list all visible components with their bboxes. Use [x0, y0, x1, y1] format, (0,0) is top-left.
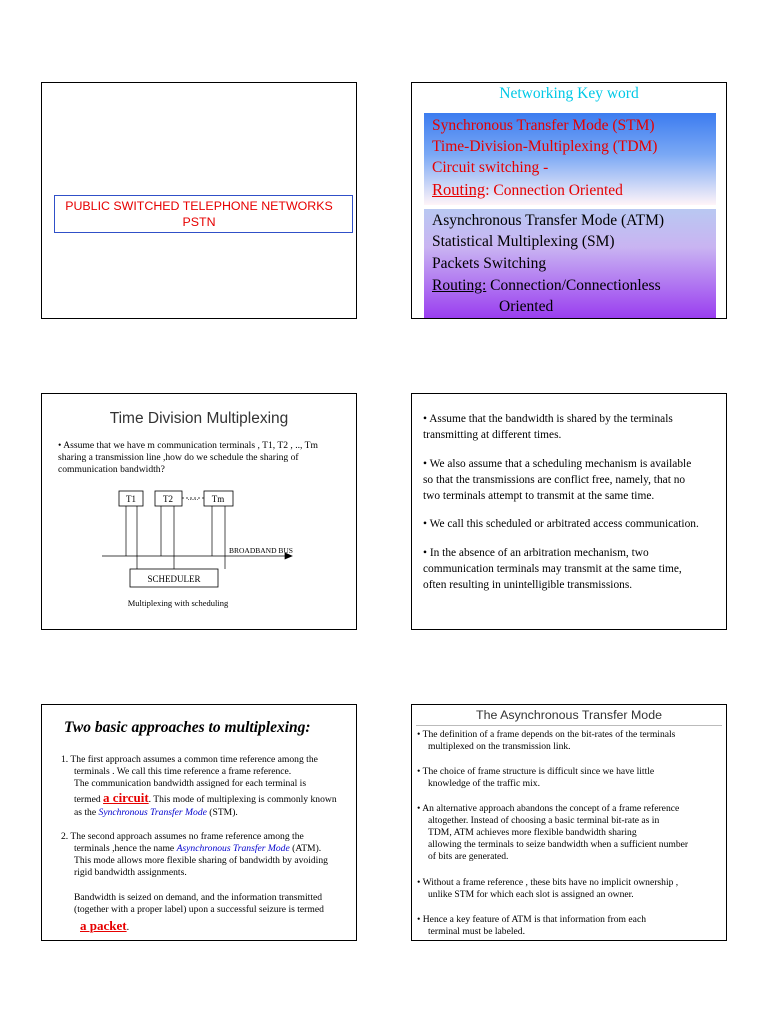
s5-p3-end: .	[126, 922, 130, 933]
s5-stm-abbr: (STM).	[206, 807, 238, 818]
s6-p2-line2: knowledge of the traffic mix.	[428, 778, 540, 789]
atm-slide-title: The Asynchronous Transfer Mode	[476, 708, 662, 722]
s5-termed: termed	[74, 794, 104, 805]
tdm-text-line-3: communication bandwidth?	[58, 464, 165, 475]
s6-p5-line2: terminal must be labeled.	[428, 926, 525, 937]
atm-routing-value-2: Oriented	[499, 298, 554, 315]
tdm-diagram	[42, 394, 357, 630]
s4-p2-line1: • We also assume that a scheduling mechanism is available	[423, 458, 692, 470]
s4-p1-line2: transmitting at different times.	[423, 429, 562, 441]
terminal-dots: ......	[187, 494, 199, 502]
s6-p3-line5: of bits are generated.	[428, 851, 509, 862]
atm-line-2: Statistical Multiplexing (SM)	[432, 233, 615, 250]
slide-1	[41, 82, 357, 319]
s5-p1-line5	[74, 807, 238, 819]
slide-4	[411, 393, 727, 630]
s6-p4-line2: unlike STM for which each slot is assigned an owner.	[428, 889, 634, 900]
tdm-text-line-1: • Assume that we have m communication terminals , T1, T2 , .., Tm	[58, 440, 318, 451]
s4-p4-line3: often resulting in unintelligible transmissions.	[423, 579, 633, 591]
slide-5	[41, 704, 357, 941]
slide-2	[411, 82, 727, 319]
s5-p2-line3: This mode allows more flexible sharing of bandwidth by avoiding	[74, 855, 328, 866]
s4-p2-line2: so that the transmissions are conflict free, namely, that no	[423, 474, 686, 486]
atm-routing	[432, 277, 661, 295]
s6-p2-line1: • The choice of frame structure is difficult since we have little	[417, 766, 655, 777]
bus-label: BROADBAND BUS	[229, 546, 293, 555]
s5-p2-post: (ATM).	[289, 843, 322, 854]
s6-p3-line3: TDM, ATM achieves more flexible bandwidth sharing	[428, 827, 637, 838]
s6-p1-line2: multiplexed on the transmission link.	[428, 741, 571, 752]
terminal-tm-label: Tm	[211, 494, 225, 504]
atm-title-underline	[416, 725, 722, 726]
atm-line-3: Packets Switching	[432, 255, 547, 272]
s4-p4-line2: communication terminals may transmit at the same time,	[423, 563, 682, 575]
atm-routing-label: Routing:	[432, 277, 487, 294]
s6-p1-line1: • The definition of a frame depends on the bit-rates of the terminals	[417, 729, 676, 740]
s6-p4-line1: • Without a frame reference , these bits have no implicit ownership ,	[417, 877, 679, 888]
s5-p3-line1: Bandwidth is seized on demand, and the information transmitted	[74, 892, 323, 903]
s5-p1-line2: terminals . We call this time reference a frame reference.	[74, 766, 292, 777]
diagram-caption: Multiplexing with scheduling	[127, 598, 229, 608]
s5-p1-line1: 1. The first approach assumes a common time reference among the	[61, 754, 318, 765]
stm-line-3: Circuit switching -	[432, 159, 549, 176]
s5-p2-line4: rigid bandwidth assignments.	[74, 867, 187, 878]
terminal-t1-label: T1	[126, 494, 136, 504]
s5-p2-line1: 2. The second approach assumes no frame reference among the	[61, 831, 304, 842]
stm-line-2: Time-Division-Multiplexing (TDM)	[432, 138, 658, 155]
keyword-heading: Networking Key word	[499, 85, 639, 102]
atm-term: Asynchronous Transfer Mode	[176, 843, 290, 854]
s6-p3-line1: • An alternative approach abandons the concept of a frame reference	[417, 803, 680, 814]
s5-as-the: as the	[74, 807, 99, 818]
s5-p2-pre: terminals ,hence the name	[74, 843, 177, 854]
s4-p2-line3: two terminals attempt to transmit at the same time.	[423, 490, 655, 502]
s5-p2-line2	[74, 843, 321, 855]
slide-6	[411, 704, 727, 941]
pstn-title-line2: PSTN	[182, 215, 216, 229]
s6-p3-line2: altogether. Instead of choosing a basic terminal bit-rate as in	[428, 815, 660, 826]
stm-term: Synchronous Transfer Mode	[98, 807, 207, 818]
s5-p3-line3	[80, 917, 129, 935]
tdm-text-line-2: sharing a transmission line ,how do we schedule the sharing of	[58, 452, 299, 463]
atm-routing-value: Connection/Connectionless	[486, 277, 661, 294]
s5-p1-after: . This mode of multiplexing is commonly known	[148, 794, 337, 805]
s6-p5-line1: • Hence a key feature of ATM is that information from each	[417, 914, 646, 925]
terminal-t2-label: T2	[163, 494, 173, 504]
s4-p3-line1: • We call this scheduled or arbitrated access communication.	[423, 518, 699, 530]
s5-p3-line2: (together with a proper label) upon a successful seizure is termed	[74, 904, 324, 915]
stm-line-1: Synchronous Transfer Mode (STM)	[432, 117, 655, 134]
stm-routing	[432, 180, 623, 200]
s6-p3-line4: allowing the terminals to seize bandwidth when a sufficient number	[428, 839, 689, 850]
scheduler-label: SCHEDULER	[147, 574, 201, 584]
tdm-title: Time Division Multiplexing	[109, 410, 289, 427]
s5-p1-line4	[74, 792, 337, 806]
stm-routing-value: : Connection Oriented	[485, 182, 623, 199]
s4-p1-line1: • Assume that the bandwidth is shared by the terminals	[423, 413, 673, 425]
approaches-title: Two basic approaches to multiplexing:	[64, 719, 311, 736]
circuit-term: a circuit	[103, 790, 149, 805]
packet-term: a packet	[80, 918, 127, 933]
stm-routing-label: Routing	[432, 180, 486, 199]
s5-p1-line3: The communication bandwidth assigned for each terminal is	[74, 778, 307, 789]
atm-line-1: Asynchronous Transfer Mode (ATM)	[432, 212, 665, 229]
pstn-title-line1: PUBLIC SWITCHED TELEPHONE NETWORKS	[65, 199, 333, 213]
s4-p4-line1: • In the absence of an arbitration mechanism, two	[423, 547, 649, 559]
slide-3	[41, 393, 357, 630]
